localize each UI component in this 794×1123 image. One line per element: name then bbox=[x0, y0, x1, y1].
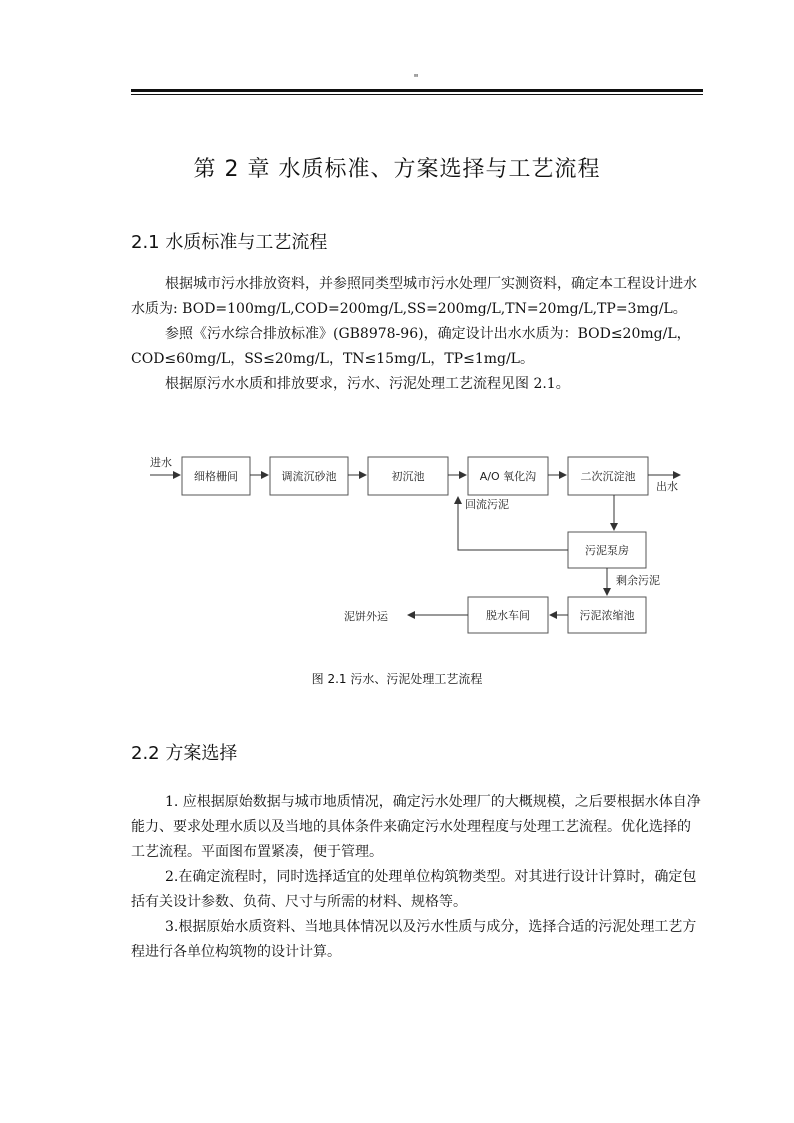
figure-caption: 图 2.1 污水、污泥处理工艺流程 bbox=[311, 672, 483, 686]
list-item-1: 1. 应根据原始数据与城市地质情况，确定污水处理厂的大概规模，之后要根据水体自净能力、要求处理水质以及当地的具体条件来确定污水处理程度与处理工艺流程。优化选择的工艺流程。平面图布置紧凑，便于管理。 bbox=[131, 794, 701, 860]
section-heading-2-1: 2.1 水质标准与工艺流程 bbox=[131, 232, 328, 253]
dewater-box-label: 脱水车间 bbox=[486, 609, 530, 622]
grit-box-label: 调流沉砂池 bbox=[281, 470, 337, 483]
list-item-3: 3.根据原始水质资料、当地具体情况以及污水性质与成分，选择合适的污泥处理工艺方程进行各单位构筑物的设计计算。 bbox=[131, 919, 697, 960]
secondary-box-label: 二次沉淀池 bbox=[580, 470, 636, 483]
return-sludge-label: 回流污泥 bbox=[465, 498, 509, 511]
outlet-label: 出水 bbox=[656, 480, 678, 493]
ao-box-label: A/O 氧化沟 bbox=[479, 470, 537, 483]
section-heading-2-2: 2.2 方案选择 bbox=[131, 743, 238, 764]
pump-box-label: 污泥泵房 bbox=[585, 544, 629, 557]
paragraph-influent-quality: 根据城市污水排放资料，并参照同类型城市污水处理厂实测资料，确定本工程设计进水水质为: BOD=100mg/L,COD=200mg/L,SS=200mg/L,TN=20mg/L,TP=3mg/L。 bbox=[131, 276, 697, 317]
excess-sludge-label: 剩余污泥 bbox=[616, 574, 660, 587]
section-2-body bbox=[131, 790, 703, 965]
list-item-2: 2.在确定流程时，同时选择适宜的处理单位构筑物类型。对其进行设计计算时，确定包括有关设计参数、负荷、尺寸与所需的材料、规格等。 bbox=[131, 869, 697, 910]
inlet-label: 进水 bbox=[150, 456, 172, 469]
primary-box-label: 初沉池 bbox=[391, 470, 425, 483]
header-mark: " bbox=[413, 72, 419, 85]
paragraph-effluent-standard: 参照《污水综合排放标准》(GB8978-96)，确定设计出水水质为：BOD≤20mg/L，COD≤60mg/L，SS≤20mg/L，TN≤15mg/L，TP≤1mg/L。 bbox=[131, 326, 691, 367]
paragraph-flow-reference: 根据原污水水质和排放要求，污水、污泥处理工艺流程见图 2.1。 bbox=[165, 376, 570, 392]
chapter-title: 第 2 章 水质标准、方案选择与工艺流程 bbox=[193, 157, 601, 182]
thickener-box-label: 污泥浓缩池 bbox=[579, 609, 635, 622]
cake-out-label: 泥饼外运 bbox=[344, 610, 388, 623]
screen-box-label: 细格栅间 bbox=[194, 470, 238, 483]
